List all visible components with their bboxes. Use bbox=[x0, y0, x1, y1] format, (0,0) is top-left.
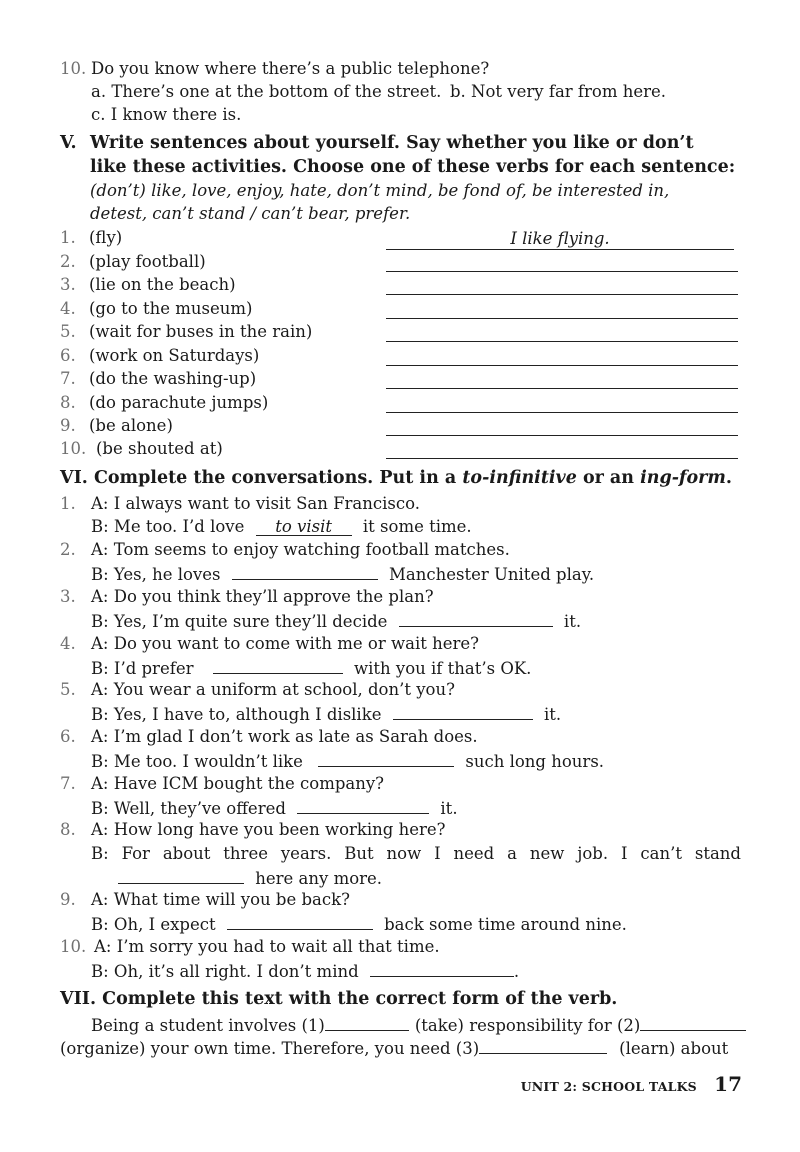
s6-line-a: A: I always want to visit San Francisco. bbox=[91, 494, 421, 513]
s6-line-a: A: I’m sorry you had to wait all that time. bbox=[94, 937, 440, 956]
s6-line-a: A: Have ICM bought the company? bbox=[91, 774, 385, 793]
s6-line-a: A: Tom seems to enjoy watching football matches. bbox=[91, 540, 510, 559]
q10-option-c: c. I know there is. bbox=[91, 105, 242, 124]
s6-line-b-post: such long hours. bbox=[465, 752, 605, 771]
s6-answer-blank[interactable] bbox=[232, 562, 378, 580]
s6-item-number: 5. bbox=[60, 680, 76, 699]
section-5-verbs-line2: detest, can’t stand / can’t bear, prefer. bbox=[90, 204, 411, 223]
s5-item-text: (work on Saturdays) bbox=[89, 346, 260, 365]
footer-unit-title: UNIT 2: SCHOOL TALKS bbox=[520, 1079, 697, 1094]
s6-answer-blank[interactable] bbox=[399, 609, 553, 627]
s6-answer-blank[interactable] bbox=[213, 656, 343, 674]
s6-line-a: A: What time will you be back? bbox=[91, 890, 350, 909]
s7-blank-2[interactable] bbox=[640, 1013, 746, 1031]
section-7-heading bbox=[60, 988, 617, 1010]
s5-answer-line[interactable] bbox=[386, 298, 738, 319]
s6-answer-blank[interactable]: to visit bbox=[256, 518, 352, 536]
s5-answer-text: I like flying. bbox=[510, 229, 610, 248]
section-5-title-line1: Write sentences about yourself. Say whether you like or don’t bbox=[90, 133, 694, 153]
section-5-title-line2: like these activities. Choose one of these verbs for each sentence: bbox=[90, 157, 736, 177]
s5-item-number: 5. bbox=[60, 322, 76, 341]
s6-line-b-post: it. bbox=[563, 612, 582, 631]
s5-item-text: (lie on the beach) bbox=[89, 275, 236, 294]
s6-line-b-post: with you if that’s OK. bbox=[353, 659, 532, 678]
s5-item-text: (play football) bbox=[89, 252, 206, 271]
s6-item-number: 2. bbox=[60, 540, 76, 559]
s5-item-text: (be alone) bbox=[89, 416, 173, 435]
s5-item-number: 10. bbox=[60, 439, 87, 458]
s6-item-b bbox=[91, 959, 519, 983]
section-6-title-end: . bbox=[725, 468, 732, 488]
s6-item-b bbox=[91, 516, 472, 538]
s6-line-b-pre: B: Well, they’ve offered bbox=[91, 799, 286, 818]
s6-item-b bbox=[91, 656, 531, 680]
s6-answer-blank[interactable] bbox=[227, 912, 373, 930]
section-7-roman: VII. bbox=[60, 989, 97, 1009]
s6-answer-blank[interactable] bbox=[318, 749, 454, 767]
s7-blank-1[interactable] bbox=[325, 1013, 409, 1031]
s5-answer-line[interactable] bbox=[386, 368, 738, 389]
s6-answer-blank[interactable] bbox=[370, 959, 514, 977]
s6-item-b bbox=[91, 843, 741, 865]
s6-item-b bbox=[91, 796, 458, 820]
section-6-title-em2: ing-form bbox=[640, 468, 726, 488]
s6-line-b-pre: B: I’d prefer bbox=[91, 659, 194, 678]
s6-item-b-cont bbox=[118, 866, 382, 890]
s7-line-2-a: (organize) your own time. Therefore, you need (3) bbox=[60, 1039, 480, 1058]
s6-line-a: A: You wear a uniform at school, don’t you? bbox=[91, 680, 455, 699]
s6-item-number: 10. bbox=[60, 937, 87, 956]
s6-line-a: A: Do you want to come with me or wait here? bbox=[91, 634, 479, 653]
s6-line-b-post: it. bbox=[543, 705, 562, 724]
s6-line-b-post: here any more. bbox=[255, 869, 383, 888]
s5-answer-line[interactable] bbox=[386, 392, 738, 413]
s6-item-number: 3. bbox=[60, 587, 76, 606]
s5-answer-line[interactable] bbox=[386, 229, 734, 250]
page-number: 17 bbox=[714, 1072, 742, 1096]
section-7-title: Complete this text with the correct form of the verb. bbox=[102, 989, 618, 1009]
s6-answer-blank[interactable] bbox=[118, 866, 244, 884]
s6-line-a: A: Do you think they’ll approve the plan? bbox=[91, 587, 434, 606]
s6-item-number: 4. bbox=[60, 634, 76, 653]
s6-item-number: 6. bbox=[60, 727, 76, 746]
s6-answer-blank[interactable] bbox=[393, 702, 533, 720]
s5-item-number: 7. bbox=[60, 369, 76, 388]
s6-line-b-pre: B: Yes, I have to, although I dislike bbox=[91, 705, 382, 724]
s5-item-text: (wait for buses in the rain) bbox=[89, 322, 313, 341]
s5-item-text: (fly) bbox=[89, 228, 123, 247]
s6-line-b-pre: B: Oh, it’s all right. I don’t mind bbox=[91, 962, 359, 981]
s6-item-b bbox=[91, 609, 581, 633]
s5-answer-line[interactable] bbox=[386, 345, 738, 366]
section-5-roman: V. bbox=[60, 133, 77, 153]
s6-line-b-pre: B: Yes, he loves bbox=[91, 565, 221, 584]
section-6-roman: VI. bbox=[60, 468, 88, 488]
s5-item-number: 4. bbox=[60, 299, 76, 318]
s7-line-1-a: Being a student involves (1) bbox=[91, 1016, 325, 1035]
q10-option-b: b. Not very far from here. bbox=[450, 82, 667, 101]
s6-item-number: 8. bbox=[60, 820, 76, 839]
s6-item-b bbox=[91, 702, 561, 726]
s6-line-b-pre: B: Me too. I’d love bbox=[91, 517, 245, 536]
page-footer bbox=[521, 1072, 742, 1096]
s6-item-b bbox=[91, 562, 594, 586]
s6-item-number: 7. bbox=[60, 774, 76, 793]
s7-line-1-b: (take) responsibility for (2) bbox=[414, 1016, 641, 1035]
q10-text: Do you know where there’s a public telephone? bbox=[91, 59, 490, 78]
s6-line-b-pre: B: For about three years. But now I need a new job. I can’t stand bbox=[91, 844, 741, 863]
section-6-title-em1: to-infinitive bbox=[462, 468, 577, 488]
s6-line-a: A: I’m glad I don’t work as late as Sarah does. bbox=[91, 727, 478, 746]
s6-line-b-post: back some time around nine. bbox=[384, 915, 627, 934]
section-6-heading bbox=[60, 467, 732, 489]
section-6-title-pre: Complete the conversations. Put in a bbox=[93, 468, 463, 488]
s5-item-text: (go to the museum) bbox=[89, 299, 253, 318]
s5-answer-line[interactable] bbox=[386, 274, 738, 295]
section-5-verbs-line1: (don’t) like, love, enjoy, hate, don’t mind, be fond of, be interested in, bbox=[90, 181, 670, 200]
s5-item-number: 6. bbox=[60, 346, 76, 365]
s7-blank-3[interactable] bbox=[479, 1036, 607, 1054]
s7-line-2-b: (learn) about bbox=[619, 1039, 729, 1058]
q10-option-a: a. There’s one at the bottom of the street. bbox=[91, 82, 442, 101]
s7-line-1 bbox=[91, 1013, 746, 1037]
s6-line-a: A: How long have you been working here? bbox=[91, 820, 446, 839]
s6-line-b-post: it some time. bbox=[362, 517, 472, 536]
s5-item-number: 3. bbox=[60, 275, 76, 294]
s6-line-b-pre: B: Yes, I’m quite sure they’ll decide bbox=[91, 612, 388, 631]
s5-answer-line[interactable] bbox=[386, 321, 738, 342]
s7-line-2 bbox=[60, 1036, 728, 1060]
s5-item-number: 1. bbox=[60, 228, 76, 247]
s5-answer-line[interactable] bbox=[386, 415, 738, 436]
s6-line-b-post: it. bbox=[440, 799, 458, 818]
s5-item-text: (be shouted at) bbox=[96, 439, 223, 458]
s5-item-text: (do parachute jumps) bbox=[89, 393, 269, 412]
s6-line-b-pre: B: Me too. I wouldn’t like bbox=[91, 752, 303, 771]
s5-answer-line[interactable] bbox=[386, 438, 738, 459]
s6-line-b-post: . bbox=[513, 962, 520, 981]
s5-answer-line[interactable] bbox=[386, 251, 738, 272]
s6-line-b-post: Manchester United play. bbox=[389, 565, 595, 584]
s6-line-b-pre: B: Oh, I expect bbox=[91, 915, 216, 934]
section-6-title-mid: or an bbox=[576, 468, 641, 488]
s6-item-number: 1. bbox=[60, 494, 76, 513]
q10-number: 10. bbox=[60, 59, 87, 78]
s6-answer-blank[interactable] bbox=[297, 796, 429, 814]
s6-item-b bbox=[91, 749, 604, 773]
s5-item-number: 9. bbox=[60, 416, 76, 435]
s6-item-b bbox=[91, 912, 627, 936]
s6-item-number: 9. bbox=[60, 890, 76, 909]
s5-item-number: 2. bbox=[60, 252, 76, 271]
s5-item-text: (do the washing-up) bbox=[89, 369, 257, 388]
s5-item-number: 8. bbox=[60, 393, 76, 412]
